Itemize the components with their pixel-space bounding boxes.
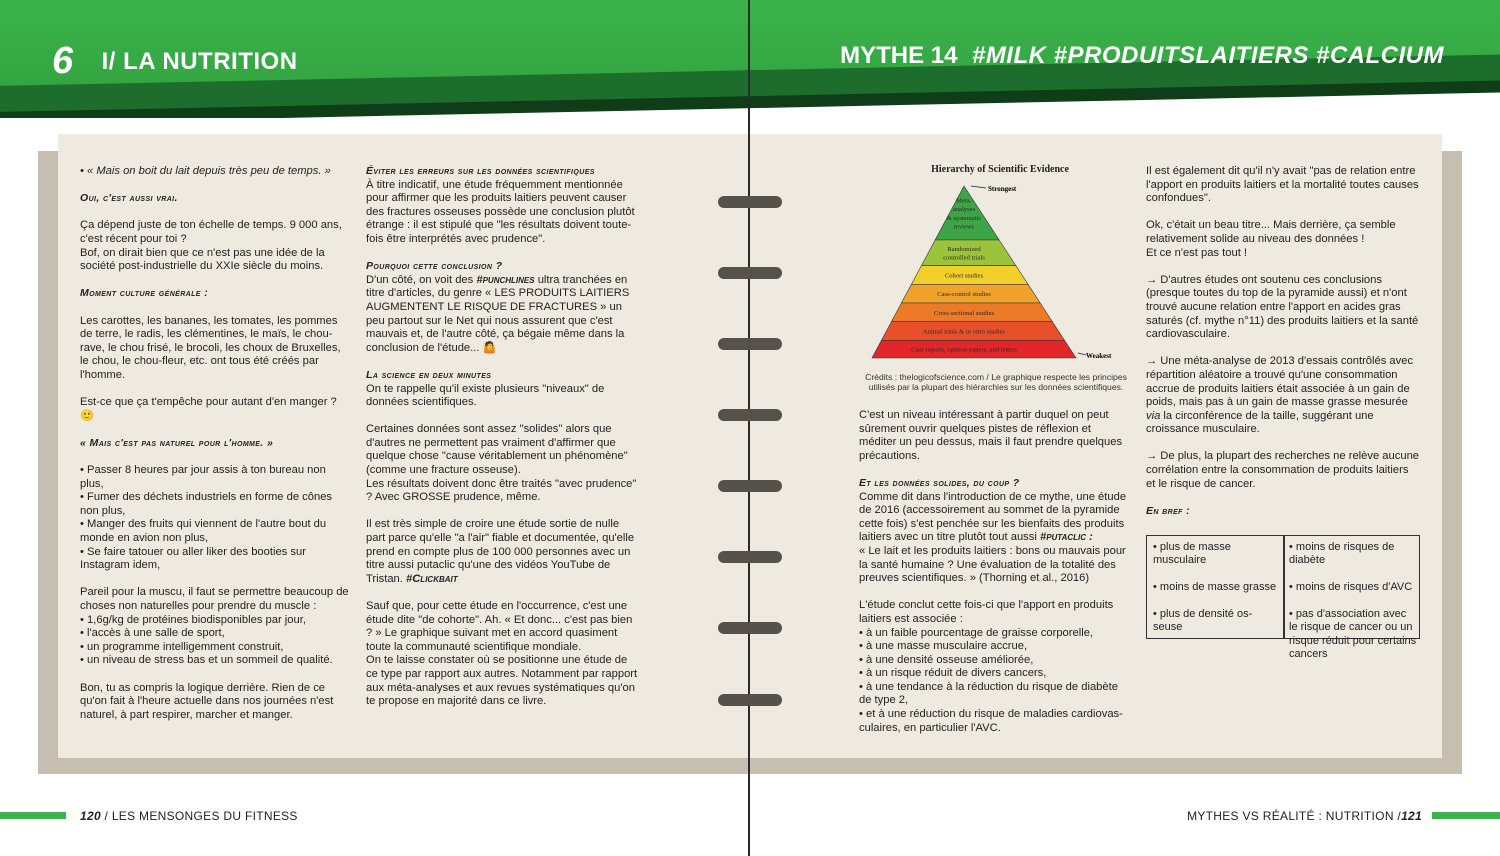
binder-ring — [718, 480, 782, 492]
pyramid-level-label: Cross sectional studies — [933, 309, 995, 317]
subheading: Et les données solides, du coup ? — [859, 476, 1020, 489]
hashtag: #Clickbait — [406, 572, 458, 585]
pyramid-level-label: Meta- — [956, 197, 972, 205]
pyramid-level-label: reviews — [953, 223, 975, 231]
bullet-list: Pareil pour la muscu, il faut se permettre beaucoup de choses non naturelles pour prendre du muscle : • 1,6g/kg de protéines biodisponibles par jour, • l'accès à une salle de sport, • un programme intelligemment construit, • un niveau de stress bas et un sommeil de qualité. — [80, 586, 349, 667]
chapter-heading — [52, 40, 298, 83]
binder-ring — [718, 551, 782, 563]
binder-ring — [718, 338, 782, 350]
binder-ring — [718, 196, 782, 208]
quote-1: • « Mais on boit du lait depuis très peu de temps. » — [80, 165, 331, 177]
footer-left: 120 / LES MENSONGES DU FITNESS — [80, 809, 298, 823]
myth-heading — [840, 42, 1444, 70]
subheading: Pourquoi cette conclusion ? — [366, 260, 503, 273]
paragraph: Est-ce que ça t'empêche pour autant d'en manger ? 🙂 — [80, 396, 337, 422]
bullet-list: • Passer 8 heures par jour assis à ton bureau non plus, • Fumer des déchets industriels en forme de cônes non plus, • Manger des fruits qui viennent de l'autre bout du monde en avion non plus, • Se faire tatouer ou aller liker des booties sur Instagram idem, — [80, 464, 333, 572]
subheading: Éviter les erreurs sur les données scientifiques — [366, 165, 595, 177]
footer-right: MYTHES VS RÉALITÉ : NUTRITION /121 — [1187, 809, 1422, 823]
pyramid-level-label: Case reports, opinion papers, and letters — [911, 346, 1017, 354]
myth-tags: #MILK #PRODUITSLAITIERS #CALCIUM — [971, 42, 1444, 69]
paragraph: Sauf que, pour cette étude en l'occurrence, c'est une étude dite "de cohorte". Ah. « Et donc... c'est pas bien ? » Le graphique suivant met en accord quasiment toute la communauté scientifique mondiale. On te laisse constater où se positionne une étude de ce type par rapport aux autres. Notamment par rapport aux méta-analyses et aux revues systématiques qu'on te propose en majorité dans ce livre. — [366, 600, 638, 708]
binder-ring — [718, 622, 782, 634]
pyramid-strongest-label: Strongest — [988, 185, 1017, 193]
pyramid-level-label: Animal trials & in vitro studies — [922, 328, 1006, 336]
binder-ring — [718, 267, 782, 279]
pyramid-level-label: Randomized — [947, 246, 981, 254]
paragraph: Ok, c'était un beau titre... Mais derrière, ça semble relativement solide au niveau des données ! Et ce n'est pas tout ! — [1146, 219, 1396, 259]
summary-table — [1146, 535, 1420, 661]
footer-bar-right — [1432, 812, 1500, 819]
subheading: Moment culture générale : — [80, 287, 209, 300]
pyramid-level-label: analyses — [952, 206, 976, 214]
summary-right-column: • moins de risques de diabète • moins de risques d'AVC • pas d'association avec le risque de cancer ou un risque réduit pour certains cancers — [1289, 541, 1417, 661]
paragraph: Les carottes, les bananes, les tomates, les pommes de terre, le radis, les clémentines, le maïs, le chou-rave, le chou frisé, le brocoli, les choux de Bruxelles, le chou, le chou-fleur, etc. ont tous été créés par l'homme. — [80, 314, 341, 381]
paragraph: Comme dit dans l'introduction de ce mythe, une étude de 2016 (accessoirement au sommet de la pyramide cette fois) s'est penchée sur les bienfaits des produits laitiers avec un titre plutôt tout aussi #putaclic : « Le lait et les produits laitiers : bons ou mauvais pour la santé humaine ? Une évaluation de la totalité des preuves scientifiques. » (Thorning et al., 2016) — [859, 490, 1127, 585]
subheading: Oui, c'est aussi vrai. — [80, 192, 178, 205]
subheading: La science en deux minutes — [366, 368, 492, 381]
footer-bar-left — [0, 812, 66, 819]
subheading: « Mais c'est pas naturel pour l'homme. » — [80, 436, 274, 449]
binder-ring — [718, 409, 782, 421]
subheading: En bref : — [1146, 504, 1191, 517]
paragraph: → D'autres études ont soutenu ces conclusions (presque toutes du top de la pyramide aussi) et n'ont trouvé aucune relation entre l'apport en acides gras saturés (cf. mythe n°11) des produits laitiers et la santé cardiovasculaire. — [1146, 273, 1419, 341]
hashtag: #putaclic : — [1039, 531, 1093, 544]
paragraph: → Une méta-analyse de 2013 d'essais contrôlés avec répartition aléatoire a trouvé qu'une consommation accrue de produits laitiers était associée à un gain de poids, mais pas à un gain de masse grasse mesurée via la circonférence de la taille, suggérant une croissance musculaire. — [1146, 355, 1414, 436]
column-2 — [366, 165, 638, 722]
pyramid-level-label: controlled trials — [943, 254, 985, 262]
paragraph: Il est également dit qu'il n'y avait "pas de relation entre l'apport en produits laitiers et la mortalité toutes causes confondues". — [1146, 165, 1419, 205]
paragraph: D'un côté, on voit des #punchlines ultra tranchées en titre d'articles, du genre « LES PRODUITS LAITIERS AUGMENTENT LE RISQUE DE FRACTURES » un peu partout sur le Net qui nous assurent que c'est mauvais et, de l'autre côté, ça bégaie même dans la conclusion de l'étude... 🤷 — [366, 273, 630, 354]
pyramid-level-label: Case-control studies — [937, 291, 991, 299]
paragraph: → De plus, la plupart des recherches ne relève aucune corrélation entre la consommation de produits laitiers et le risque de cancer. — [1146, 450, 1420, 490]
paragraph: Bon, tu as compris la logique derrière. Rien de ce qu'on fait à l'heure actuelle dans nos journées n'est naturel, à part respirer, marcher et manger. — [80, 681, 334, 721]
bullet-list: L'étude conclut cette fois-ci que l'apport en produits laitiers est associée : • à un faible pourcentage de graisse corporelle, • à une masse musculaire accrue, • à une densité osseuse améliorée, • à un risque réduit de divers cancers, • à une tendance à la réduction du risque de diabète de type 2, • et à une réduction du risque de maladies cardiovas-culaires, en particulier l'AVC. — [859, 599, 1123, 734]
binder-ring — [718, 694, 782, 706]
column-3 — [859, 409, 1131, 749]
column-1 — [80, 165, 352, 736]
pyramid-level-label: Cohort studies — [944, 272, 984, 280]
hashtag: #punchlines — [476, 273, 535, 286]
chapter-title: I/ LA NUTRITION — [101, 47, 298, 75]
chapter-number: 6 — [52, 40, 74, 82]
evidence-pyramid — [860, 178, 1140, 368]
paragraph: C'est un niveau intéressant à partir duquel on peut sûrement ouvrir quelques pistes de réflexion et méditer un peu dessus, mais il faut prendre quelques précautions. — [859, 409, 1123, 462]
pyramid-level-label: & systematic — [946, 214, 982, 222]
column-4 — [1146, 165, 1420, 518]
paragraph: On te rappelle qu'il existe plusieurs "niveaux" de données scientifiques. — [366, 382, 605, 409]
myth-label: MYTHE 14 — [840, 42, 958, 69]
paragraph: À titre indicatif, une étude fréquemment mentionnée pour affirmer que les produits laitiers peuvent causer des fractures osseuses possède une conclusion plutôt étrange : il est stipulé que "les résultats doivent toute-fois être interprétés avec prudence". — [366, 178, 635, 245]
paragraph: Certaines données sont assez "solides" alors que d'autres ne permettent pas vraiment d'affirmer que quelque chose "cause véritablement un phénomène" (comme une fracture osseuse). Les résultats doivent donc être traités "avec prudence" ? Avec GROSSE prudence, même. — [366, 423, 637, 504]
pyramid-weakest-label: Weakest — [1086, 352, 1112, 360]
paragraph: Ça dépend juste de ton échelle de temps. 9 000 ans, c'est récent pour toi ? Bof, on dirait bien que ce n'est pas une idée de la société post-industrielle du XXIe siècle du moins. — [80, 219, 342, 273]
paragraph: Il est très simple de croire une étude sortie de nulle part parce qu'elle "a l'air" fiable et documentée, qu'elle prend en compte plus de 100 000 personnes avec un titre aussi putaclic qu'une des vidéos YouTube de Tristan. #Clickbait — [366, 518, 635, 585]
book-spine — [748, 0, 750, 856]
page-number-right: 121 — [1401, 809, 1422, 823]
page-number-left: 120 — [80, 809, 101, 823]
pyramid-title: Hierarchy of Scientific Evidence — [931, 164, 1069, 175]
pyramid-credit: Crédits : thelogicofscience.com / Le graphique respecte les principes utilisés par la plupart des hiérarchies sur les données scientifiques. — [865, 372, 1127, 393]
summary-left-column: • plus de masse musculaire • moins de masse grasse • plus de densité os-seuse — [1153, 541, 1277, 634]
